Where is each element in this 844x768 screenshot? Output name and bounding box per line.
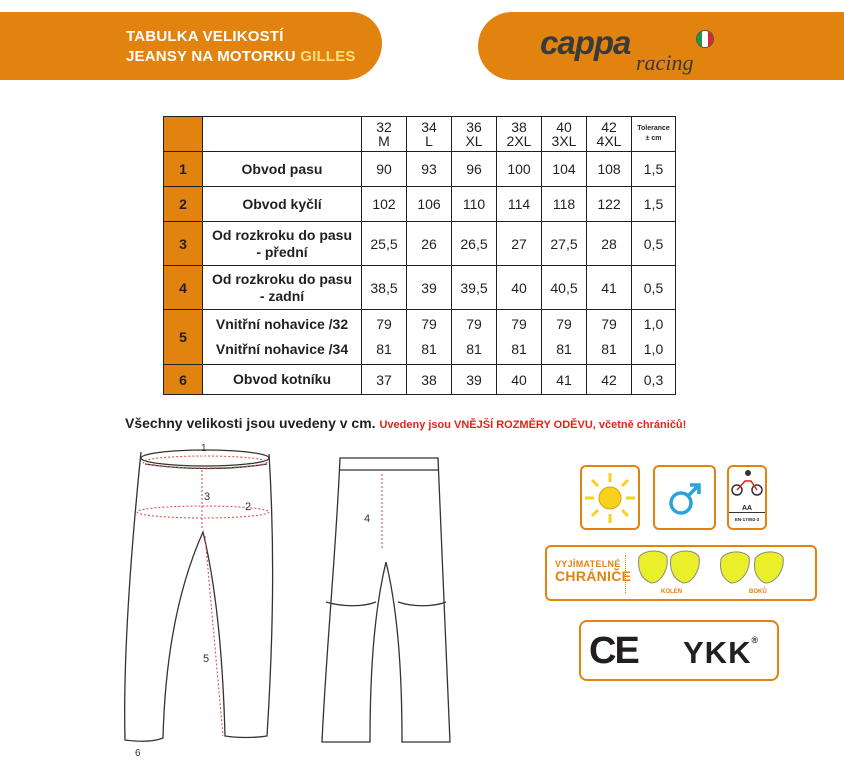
table-cell: 108 xyxy=(587,152,632,187)
row-label: Obvod kyčlí xyxy=(203,187,362,222)
rider-icon xyxy=(729,467,765,499)
table-cell: 40 xyxy=(497,365,542,395)
row-label: Obvod kotníku xyxy=(203,365,362,395)
table-cell: 79 81 xyxy=(542,310,587,365)
table-cell: 118 xyxy=(542,187,587,222)
table-cell: 79 81 xyxy=(497,310,542,365)
table-cell: 90 xyxy=(362,152,407,187)
sun-icon xyxy=(582,467,638,528)
size-note xyxy=(125,415,686,431)
table-cell: 42 xyxy=(587,365,632,395)
table-cell: 96 xyxy=(452,152,497,187)
size-header: 40 3XL xyxy=(542,117,587,152)
table-cell: 37 xyxy=(362,365,407,395)
tolerance-cell: 0,3 xyxy=(632,365,676,395)
male-badge xyxy=(653,465,716,530)
table-cell: 38,5 xyxy=(362,266,407,310)
protectors-title: VYJÍMATELNÉ CHRÁNIČE xyxy=(555,559,632,584)
table-cell: 26 xyxy=(407,222,452,266)
table-row xyxy=(164,266,676,310)
hip-protector-icon xyxy=(717,549,789,589)
row-number: 6 xyxy=(164,365,203,395)
ykk-logo: YKK® xyxy=(683,635,760,670)
tolerance-cell: 1,5 xyxy=(632,187,676,222)
table-row xyxy=(164,222,676,266)
divider xyxy=(625,555,626,593)
protectors-badge xyxy=(545,545,817,601)
table-cell: 28 xyxy=(587,222,632,266)
header-corner-num xyxy=(164,117,203,152)
row-number: 2 xyxy=(164,187,203,222)
cert-badge xyxy=(727,465,767,530)
pants-back-diagram xyxy=(318,452,458,748)
table-cell: 39 xyxy=(407,266,452,310)
table-cell: 26,5 xyxy=(452,222,497,266)
row-number: 3 xyxy=(164,222,203,266)
table-row xyxy=(164,152,676,187)
header-banner-left xyxy=(0,12,382,80)
table-cell: 79 81 xyxy=(452,310,497,365)
chart-title: TABULKA VELIKOSTÍ xyxy=(126,28,284,45)
table-cell: 93 xyxy=(407,152,452,187)
pants-front-diagram xyxy=(105,440,295,762)
brand-logo: cappa xyxy=(540,24,631,61)
table-cell: 38 xyxy=(407,365,452,395)
size-header: 34 L xyxy=(407,117,452,152)
size-table xyxy=(163,116,676,395)
table-header-row xyxy=(164,117,676,152)
table-cell: 27 xyxy=(497,222,542,266)
table-cell: 79 81 xyxy=(587,310,632,365)
header-banner-right xyxy=(478,12,844,80)
knee-seam-left xyxy=(326,602,376,606)
male-icon xyxy=(655,467,714,528)
size-header: 32 M xyxy=(362,117,407,152)
table-row xyxy=(164,365,676,395)
table-cell: 122 xyxy=(587,187,632,222)
product-title xyxy=(126,48,356,65)
size-header: 42 4XL xyxy=(587,117,632,152)
cert-norm: EN-17092-3 xyxy=(734,517,760,522)
brand-logo-sub: racing xyxy=(636,50,694,75)
knee-protector-icon xyxy=(635,549,703,589)
diagram-label-4: 4 xyxy=(364,513,371,525)
table-cell: 39,5 xyxy=(452,266,497,310)
diagram-label-6: 6 xyxy=(135,748,141,759)
size-note-warning: Uvedeny jsou VNĚJŠÍ ROZMĚRY ODĚVU, včetně chráničů! xyxy=(379,419,687,431)
row-number: 5 xyxy=(164,310,203,365)
table-cell: 25,5 xyxy=(362,222,407,266)
table-cell: 114 xyxy=(497,187,542,222)
hip-caption: BOKŮ xyxy=(749,589,767,595)
product-title-prefix: JEANSY NA MOTORKU xyxy=(126,48,296,65)
diagram-label-5: 5 xyxy=(203,653,210,665)
knee-caption: KOLEN xyxy=(661,589,682,595)
product-title-accent: GILLES xyxy=(300,48,356,65)
tolerance-cell: 0,5 xyxy=(632,266,676,310)
table-cell: 100 xyxy=(497,152,542,187)
knee-seam-right xyxy=(398,602,446,606)
tolerance-header: Tolerance ± cm xyxy=(632,117,676,152)
measure-5-inseam xyxy=(205,536,223,736)
table-cell: 40,5 xyxy=(542,266,587,310)
row-label: Obvod pasu xyxy=(203,152,362,187)
table-cell: 106 xyxy=(407,187,452,222)
tolerance-cell: 0,5 xyxy=(632,222,676,266)
diagram-label-1: 1 xyxy=(201,443,207,454)
table-row xyxy=(164,187,676,222)
size-header: 38 2XL xyxy=(497,117,542,152)
tolerance-cell: 1,0 1,0 xyxy=(632,310,676,365)
table-cell: 104 xyxy=(542,152,587,187)
italy-flag-icon xyxy=(696,30,714,48)
table-cell: 41 xyxy=(542,365,587,395)
row-label: Vnitřní nohavice /32 Vnitřní nohavice /34 xyxy=(203,310,362,365)
ce-mark: CE xyxy=(589,630,638,672)
table-cell: 27,5 xyxy=(542,222,587,266)
table-cell: 79 81 xyxy=(362,310,407,365)
header-corner-label xyxy=(203,117,362,152)
size-header: 36 XL xyxy=(452,117,497,152)
table-cell: 110 xyxy=(452,187,497,222)
row-label: Od rozkroku do pasu - zadní xyxy=(203,266,362,310)
diagram-label-2: 2 xyxy=(245,501,252,513)
certification-marks xyxy=(579,620,779,681)
summer-badge xyxy=(580,465,640,530)
pants-front-outline xyxy=(125,452,273,741)
size-note-black: Všechny velikosti jsou uvedeny v cm. xyxy=(125,415,376,431)
table-cell: 41 xyxy=(587,266,632,310)
row-number: 1 xyxy=(164,152,203,187)
cert-code: AA xyxy=(729,505,765,513)
table-row xyxy=(164,310,676,365)
table-cell: 79 81 xyxy=(407,310,452,365)
tolerance-cell: 1,5 xyxy=(632,152,676,187)
row-number: 4 xyxy=(164,266,203,310)
row-label: Od rozkroku do pasu - přední xyxy=(203,222,362,266)
table-cell: 40 xyxy=(497,266,542,310)
pants-back-outline xyxy=(322,458,450,742)
table-cell: 39 xyxy=(452,365,497,395)
diagram-label-3: 3 xyxy=(204,491,211,503)
table-cell: 102 xyxy=(362,187,407,222)
